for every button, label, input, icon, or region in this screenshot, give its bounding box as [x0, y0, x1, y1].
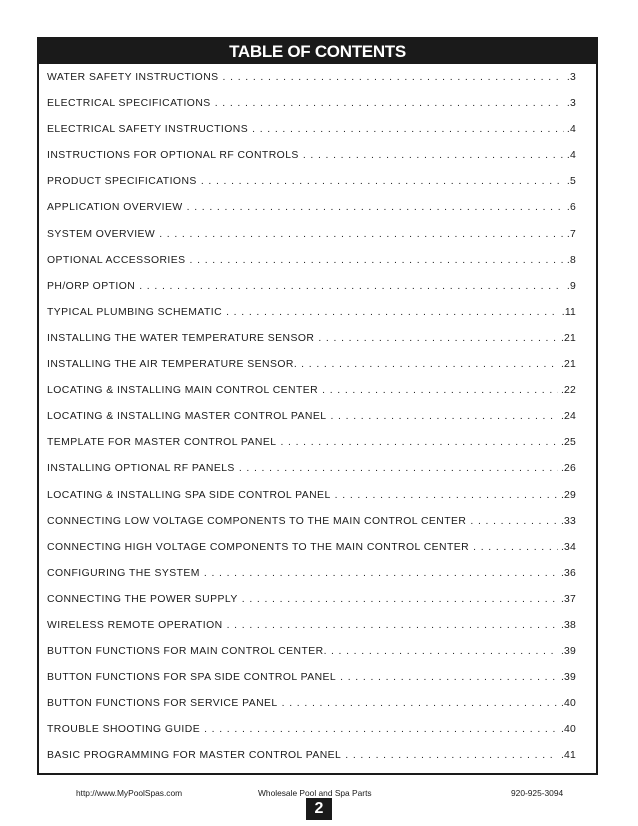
toc-entry-optional-accessories	[47, 255, 576, 281]
toc-entry-page: .21	[560, 332, 576, 344]
table-of-contents-frame	[37, 37, 598, 775]
toc-entry-title: OPTIONAL ACCESSORIES	[47, 254, 186, 266]
toc-entry-title: SYSTEM OVERVIEW	[47, 228, 156, 240]
toc-entry-page: .21	[560, 359, 576, 371]
dot-leader	[223, 72, 564, 83]
dot-leader	[301, 359, 558, 370]
toc-entry-page: .38	[560, 619, 576, 631]
footer-phone: 920-925-3094	[511, 788, 564, 798]
toc-entry-ph-orp-option	[47, 281, 576, 307]
dot-leader	[345, 750, 558, 761]
toc-entry-page: .40	[560, 724, 576, 736]
toc-entry-page: .37	[560, 593, 576, 605]
toc-entry-air-temperature-sensor	[47, 359, 576, 385]
toc-entry-title: ELECTRICAL SAFETY INSTRUCTIONS	[47, 124, 249, 136]
toc-entry-spa-side-control-panel	[47, 490, 576, 516]
toc-entry-title: CONNECTING THE POWER SUPPLY	[47, 593, 238, 605]
toc-entry-basic-programming	[47, 750, 576, 776]
toc-entry-typical-plumbing-schematic	[47, 307, 576, 333]
dot-leader	[303, 150, 564, 161]
toc-entry-optional-rf-panels	[47, 463, 576, 489]
footer-website: http://www.MyPoolSpas.com	[76, 788, 183, 798]
toc-entry-electrical-specifications	[47, 98, 576, 124]
toc-entry-page: .39	[560, 646, 576, 658]
dot-leader	[139, 281, 564, 292]
toc-entry-page: .4	[566, 124, 576, 136]
toc-entry-page: .34	[560, 541, 576, 553]
toc-entry-page: .40	[560, 698, 576, 710]
toc-entry-title: WATER SAFETY INSTRUCTIONS	[47, 72, 219, 83]
dot-leader	[318, 333, 558, 344]
toc-entry-optional-rf-controls	[47, 150, 576, 176]
toc-entry-page: .7	[566, 228, 576, 240]
dot-leader	[159, 229, 564, 240]
toc-entry-title: LOCATING & INSTALLING MASTER CONTROL PANEL	[47, 411, 327, 423]
dot-leader	[204, 568, 558, 579]
toc-entry-system-overview	[47, 229, 576, 255]
toc-entry-title: CONNECTING LOW VOLTAGE COMPONENTS TO THE MAIN CONTROL CENTER	[47, 515, 467, 527]
toc-entry-title: ELECTRICAL SPECIFICATIONS	[47, 98, 211, 110]
toc-entry-product-specifications	[47, 176, 576, 202]
toc-entry-page: .25	[560, 437, 576, 449]
toc-entry-page: .4	[566, 150, 576, 162]
toc-entry-title: LOCATING & INSTALLING SPA SIDE CONTROL PANEL	[47, 489, 331, 501]
toc-entry-electrical-safety-instructions	[47, 124, 576, 150]
toc-entry-water-safety-instructions	[47, 72, 576, 98]
dot-leader	[322, 385, 558, 396]
toc-entry-high-voltage-components	[47, 542, 576, 568]
toc-entry-page: .33	[560, 515, 576, 527]
toc-entry-page: .29	[560, 489, 576, 501]
toc-entry-page: .39	[560, 672, 576, 684]
dot-leader	[331, 646, 558, 657]
dot-leader	[190, 255, 564, 266]
toc-entry-page: .6	[566, 202, 576, 214]
dot-leader	[226, 307, 559, 318]
toc-entry-page: .3	[566, 98, 576, 110]
toc-entry-page: .3	[566, 72, 576, 83]
dot-leader	[239, 463, 558, 474]
toc-entry-page: .22	[560, 385, 576, 397]
dot-leader	[227, 620, 558, 631]
toc-entry-template-master-control-panel	[47, 437, 576, 463]
toc-entry-title: INSTALLING OPTIONAL RF PANELS	[47, 463, 235, 475]
toc-entry-page: .24	[560, 411, 576, 423]
dot-leader	[201, 176, 564, 187]
page-number-badge: 2	[306, 798, 332, 820]
dot-leader	[340, 672, 558, 683]
toc-entry-trouble-shooting-guide	[47, 724, 576, 750]
toc-list	[47, 72, 576, 777]
dot-leader	[280, 437, 558, 448]
toc-entry-master-control-panel	[47, 411, 576, 437]
toc-entry-page: .11	[561, 306, 576, 318]
toc-entry-title: APPLICATION OVERVIEW	[47, 202, 183, 214]
toc-entry-title: BASIC PROGRAMMING FOR MASTER CONTROL PANEL	[47, 750, 342, 762]
toc-entry-title: PH/ORP OPTION	[47, 280, 136, 292]
toc-entry-title: LOCATING & INSTALLING MAIN CONTROL CENTER	[47, 385, 319, 397]
toc-entry-title: TROUBLE SHOOTING GUIDE	[47, 724, 201, 736]
dot-leader	[473, 542, 558, 553]
dot-leader	[187, 202, 564, 213]
toc-entry-power-supply	[47, 594, 576, 620]
dot-leader	[215, 98, 564, 109]
toc-entry-title: TEMPLATE FOR MASTER CONTROL PANEL	[47, 437, 277, 449]
toc-entry-configuring-the-system	[47, 568, 576, 594]
page-title: TABLE OF CONTENTS	[39, 39, 596, 64]
toc-entry-title: CONNECTING HIGH VOLTAGE COMPONENTS TO THE MAIN CONTROL CENTER	[47, 541, 470, 553]
toc-entry-page: .9	[566, 280, 576, 292]
toc-entry-button-functions-main-control	[47, 646, 576, 672]
dot-leader	[335, 490, 558, 501]
toc-entry-button-functions-service-panel	[47, 698, 576, 724]
dot-leader	[282, 698, 558, 709]
toc-entry-title: TYPICAL PLUMBING SCHEMATIC	[47, 306, 223, 318]
toc-entry-button-functions-spa-side	[47, 672, 576, 698]
dot-leader	[330, 411, 557, 422]
dot-leader	[204, 724, 558, 735]
dot-leader	[242, 594, 558, 605]
toc-entry-title: WIRELESS REMOTE OPERATION	[47, 619, 223, 631]
toc-entry-page: .8	[566, 254, 576, 266]
toc-entry-page: .26	[560, 463, 576, 475]
toc-entry-title: BUTTON FUNCTIONS FOR SPA SIDE CONTROL PANEL	[47, 672, 337, 684]
toc-entry-title: INSTRUCTIONS FOR OPTIONAL RF CONTROLS	[47, 150, 299, 162]
toc-entry-application-overview	[47, 202, 576, 228]
toc-entry-page: .5	[566, 176, 576, 188]
toc-entry-title: PRODUCT SPECIFICATIONS	[47, 176, 197, 188]
toc-entry-title: BUTTON FUNCTIONS FOR SERVICE PANEL	[47, 698, 278, 710]
toc-entry-page: .41	[560, 750, 576, 762]
toc-entry-title: INSTALLING THE WATER TEMPERATURE SENSOR	[47, 332, 315, 344]
toc-entry-water-temperature-sensor	[47, 333, 576, 359]
toc-entry-title: CONFIGURING THE SYSTEM	[47, 567, 200, 579]
toc-entry-title: BUTTON FUNCTIONS FOR MAIN CONTROL CENTER.	[47, 646, 327, 658]
toc-entry-low-voltage-components	[47, 516, 576, 542]
toc-entry-wireless-remote-operation	[47, 620, 576, 646]
toc-entry-title: INSTALLING THE AIR TEMPERATURE SENSOR.	[47, 359, 298, 371]
dot-leader	[252, 124, 564, 135]
toc-entry-main-control-center	[47, 385, 576, 411]
toc-entry-page: .36	[560, 567, 576, 579]
footer-company: Wholesale Pool and Spa Parts	[258, 788, 372, 798]
dot-leader	[470, 516, 558, 527]
